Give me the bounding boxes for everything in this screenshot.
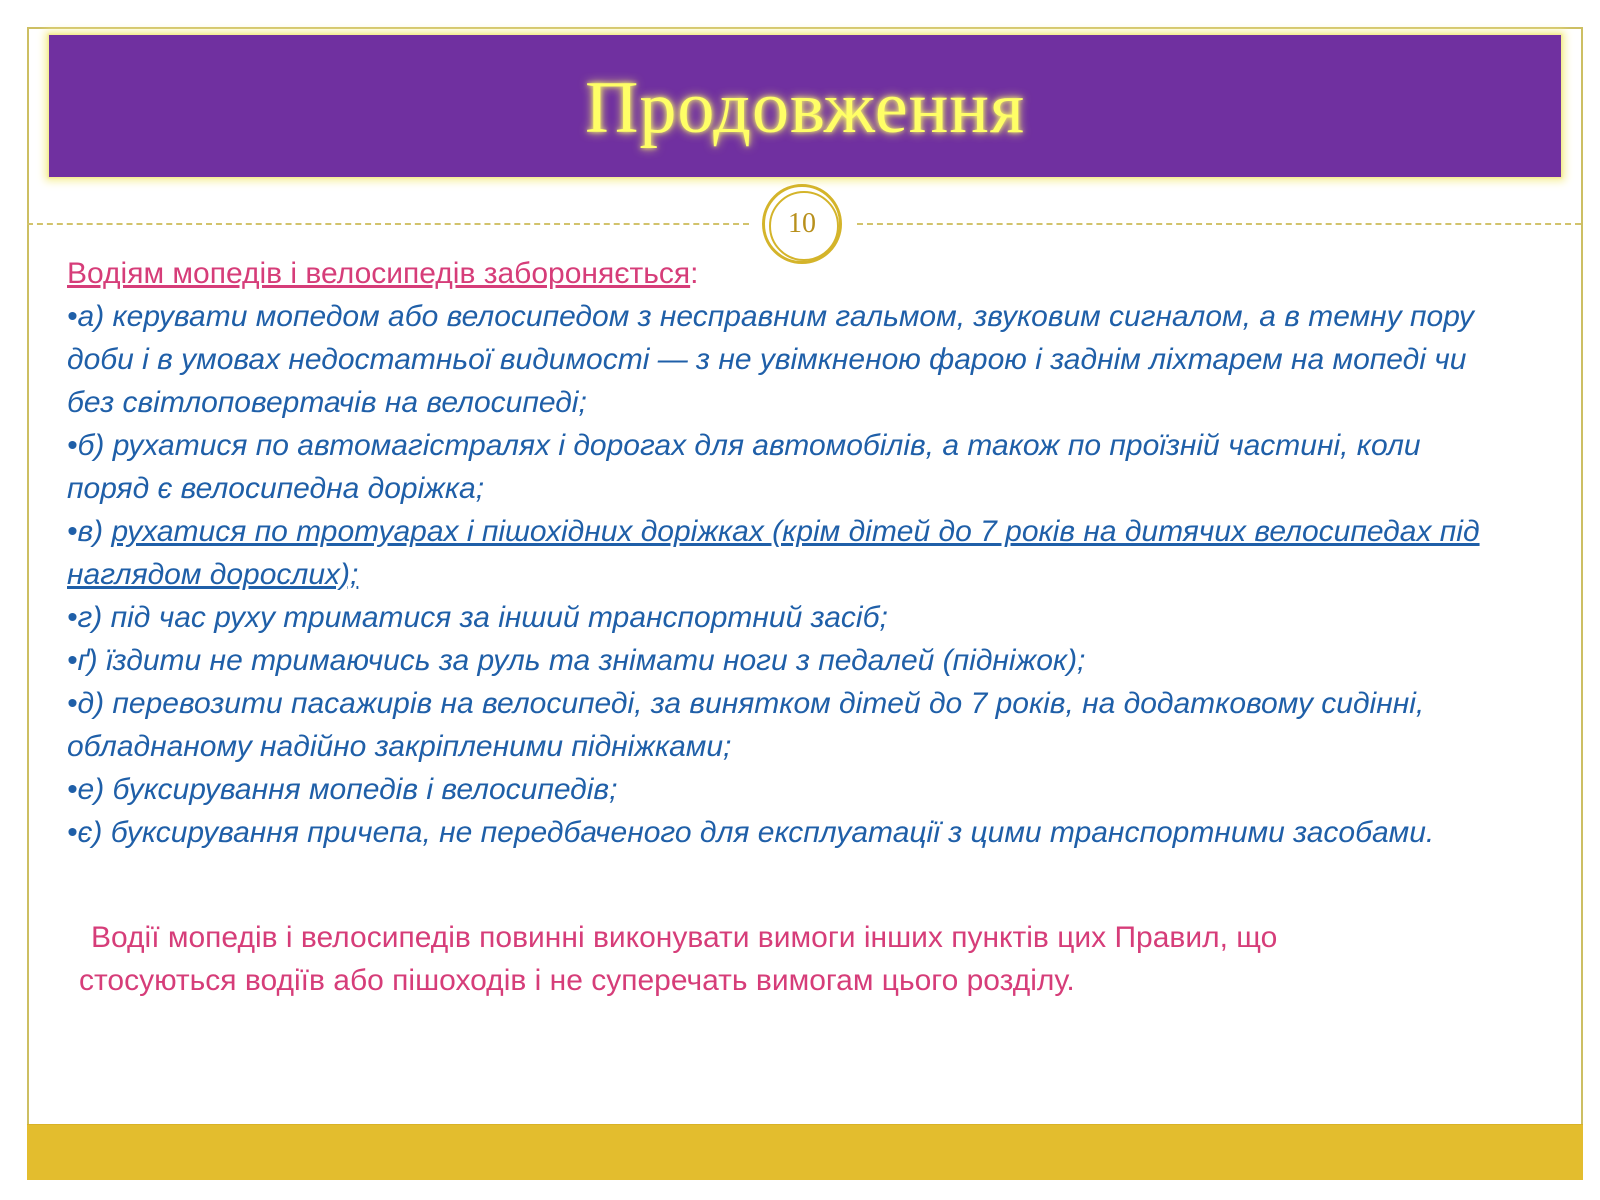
- rule-item-a: •а) керувати мопедом або велосипедом з несправним гальмом, звуковим сигналом, а в темну пору доби і в умовах недостатньої видимості — з не увімкненою фарою і заднім ліхтарем на мопеді чи без світлоповертачів на велосипеді;: [67, 300, 1474, 419]
- rule-item-g: •г) під час руху триматися за інший транспортний засіб;: [67, 601, 888, 634]
- divider-left: [27, 223, 749, 225]
- rule-item-b: •б) рухатися по автомагістралях і дорогах для автомобілів, а також по проїзній частині, коли поряд є велосипедна доріжка;: [67, 429, 1421, 505]
- rule-item-v-text: рухатися по тротуарах і пішохідних доріжках (крім дітей до 7 років на дитячих велосипедах під наглядом дорослих);: [67, 515, 1480, 591]
- rules-lead-text: Водіям мопедів і велосипедів забороняється: [67, 257, 691, 290]
- divider-right: [857, 223, 1581, 225]
- closing-note: Водії мопедів і велосипедів повинні виконувати вимоги інших пунктів цих Правил, що стосуються водіїв або пішоходів і не суперечать вимогам цього розділу.: [79, 921, 1278, 997]
- footer-bar: [27, 1124, 1583, 1180]
- rule-item-d: •д) перевозити пасажирів на велосипеді, за винятком дітей до 7 років, на додатковому сидінні, обладнаному надійно закріпленими підніжками;: [67, 687, 1425, 763]
- rule-item-e: •е) буксирування мопедів і велосипедів;: [67, 773, 618, 806]
- rule-item-v: [67, 510, 1507, 596]
- rules-lead-suffix: :: [690, 257, 699, 290]
- title-bar: [49, 35, 1561, 177]
- rules-lead: [67, 252, 1507, 295]
- rule-item-v-prefix: •в): [67, 515, 112, 548]
- page-number: 10: [788, 208, 816, 239]
- rule-item-gh: •ґ) їздити не тримаючись за руль та знімати ноги з педалей (підніжок);: [67, 644, 1086, 677]
- rules-list: [67, 252, 1507, 854]
- slide-title: Продовження: [584, 66, 1025, 149]
- rule-item-ye: •є) буксирування причепа, не передбаченого для експлуатації з цими транспортними засобами.: [67, 816, 1435, 849]
